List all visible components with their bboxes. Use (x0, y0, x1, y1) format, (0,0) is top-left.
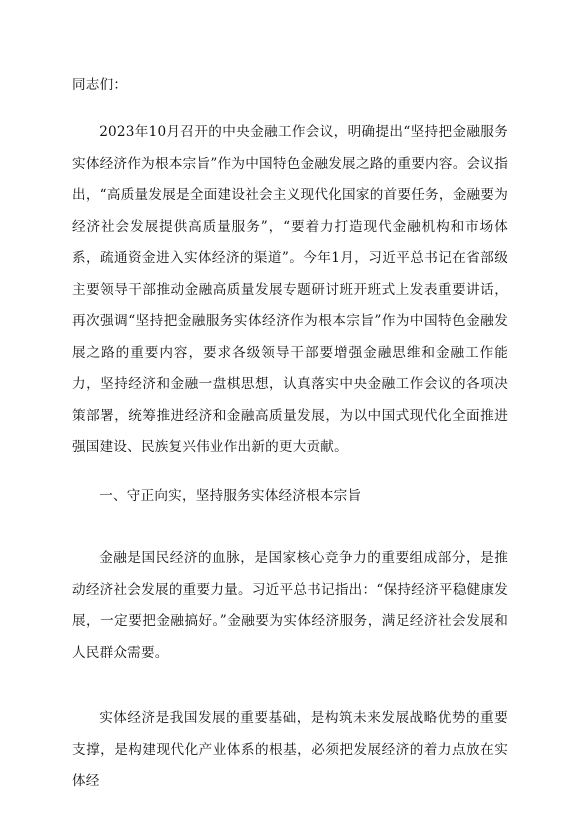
body-paragraph-1: 2023年10月召开的中央金融工作会议，明确提出“坚持把金融服务实体经济作为根本宗旨”作为中国特色金融发展之路的重要内容。会议指出，“高质量发展是全面建设社会主义现代化国家的首要任务，金融要为经济社会发展提供高质量服务”，“要着力打造现代金融机构和市场体系，疏通资金进入实体经济的渠道”。今年1月，习近平总书记在省部级主要领导干部推动金融高质量发展专题研讨班开班式上发表重要讲话，再次强调“坚持把金融服务实体经济作为根本宗旨”作为中国特色金融发展之路的重要内容，要求各级领导干部要增强金融思维和金融工作能力，坚持经济和金融一盘棋思想，认真落实中央金融工作会议的各项决策部署，统筹推进经济和金融高质量发展，为以中国式现代化全面推进强国建设、民族复兴伟业作出新的更大贡献。 (72, 124, 508, 455)
body-paragraph-2: 金融是国民经济的血脉，是国家核心竞争力的重要组成部分，是推动经济社会发展的重要力量。习近平总书记指出：“保持经济平稳健康发展，一定要把金融搞好。”金融要为实体经济服务，满足经济社会发展和人民群众需要。 (72, 550, 508, 661)
salutation: 同志们： (72, 77, 128, 93)
body-paragraph-3: 实体经济是我国发展的重要基础，是构筑未来发展战略优势的重要支撑，是构建现代化产业体系的根基，必须把发展经济的着力点放在实体经 (72, 710, 508, 789)
section-heading-1: 一、守正向实，坚持服务实体经济根本宗旨 (99, 488, 362, 504)
